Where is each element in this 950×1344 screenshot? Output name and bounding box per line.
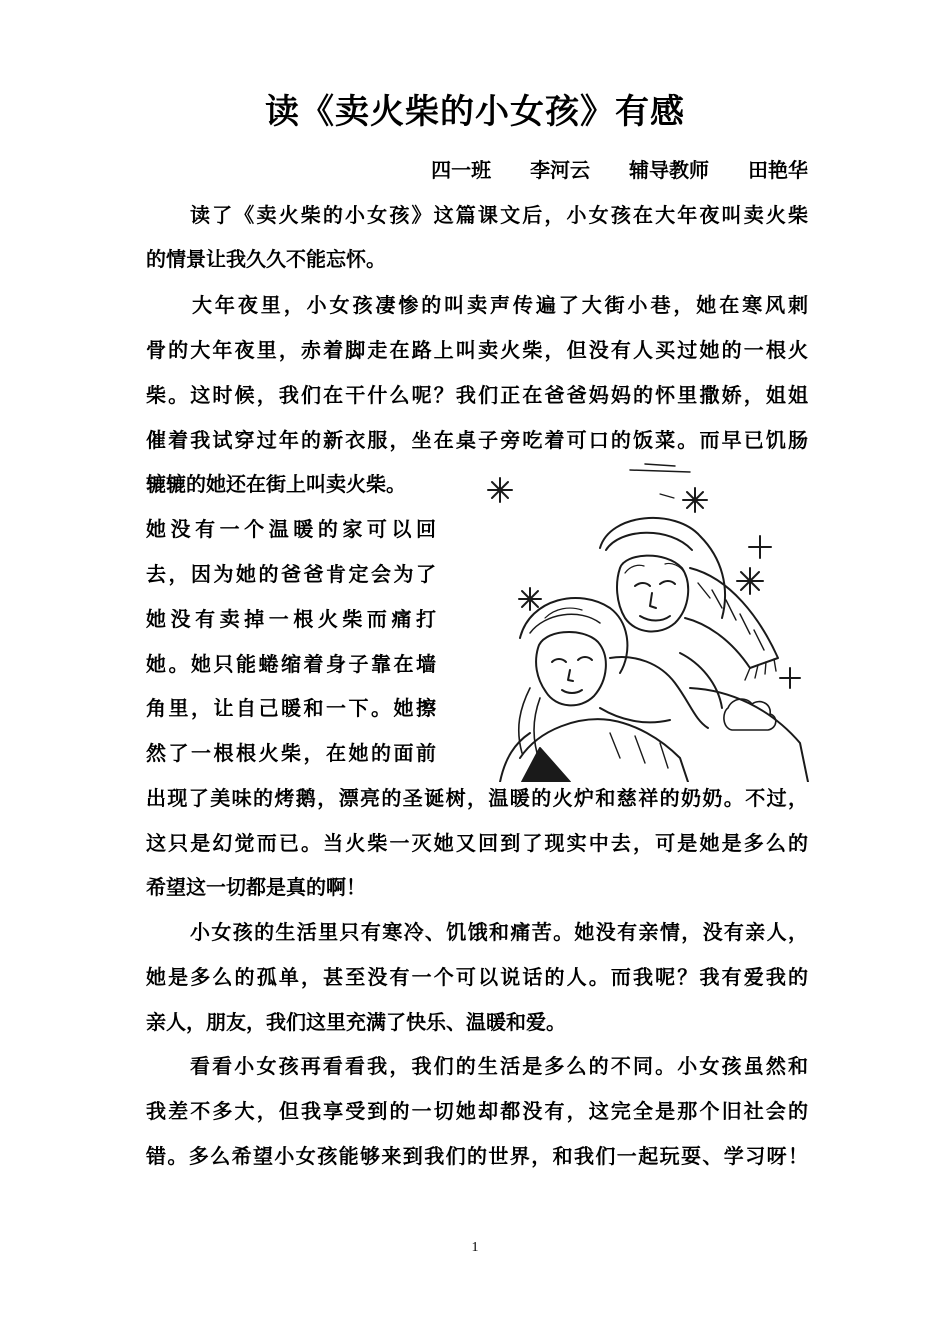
paragraph-line: 的情景让我久久不能忘怀。 xyxy=(146,247,386,271)
illustration-grandmother-and-girl xyxy=(460,458,812,782)
paragraph-line: 角里，让自己暖和一下。她擦 xyxy=(146,696,436,720)
paragraph-line: 我差不多大，但我享受到的一切她却都没有，这完全是那个旧社会的 xyxy=(146,1099,808,1123)
paragraph-line: 她没有一个温暖的家可以回 xyxy=(146,517,436,541)
paragraph-line: 看看小女孩再看看我，我们的生活是多么的不同。小女孩虽然和 xyxy=(190,1054,808,1078)
star-icon xyxy=(737,568,763,594)
paragraph-line: 骨的大年夜里，赤着脚走在路上叫卖火柴，但没有人买过她的一根火 xyxy=(146,338,808,362)
paragraph-line: 催着我试穿过年的新衣服，坐在桌子旁吃着可口的饭菜。而早已饥肠 xyxy=(146,428,808,452)
star-icon xyxy=(749,536,771,558)
paragraph-line: 亲人，朋友，我们这里充满了快乐、温暖和爱。 xyxy=(146,1010,566,1034)
star-icon xyxy=(519,588,541,610)
star-icon xyxy=(488,478,512,502)
paragraph-line: 柴。这时候，我们在干什么呢？我们正在爸爸妈妈的怀里撒娇，姐姐 xyxy=(146,383,808,407)
paragraph-line: 她没有卖掉一根火柴而痛打 xyxy=(146,607,436,631)
paragraph-line: 小女孩的生活里只有寒冷、饥饿和痛苦。她没有亲情，没有亲人， xyxy=(190,920,808,944)
byline xyxy=(431,154,808,183)
paragraph-line: 去，因为她的爸爸肯定会为了 xyxy=(146,562,436,586)
advisor-name: 田艳华 xyxy=(748,158,808,182)
paragraph-line: 这只是幻觉而已。当火柴一灭她又回到了现实中去，可是她是多么的 xyxy=(146,831,808,855)
paragraph-line: 她。她只能蜷缩着身子靠在墙 xyxy=(146,652,436,676)
class-name: 四一班 xyxy=(431,158,492,182)
paragraph-line: 辘辘的她还在街上叫卖火柴。 xyxy=(146,472,406,496)
paragraph-line: 她是多么的孤单，甚至没有一个可以说话的人。而我呢？我有爱我的 xyxy=(146,965,808,989)
student-name: 李河云 xyxy=(530,158,591,182)
paragraph-line: 希望这一切都是真的啊！ xyxy=(146,875,366,899)
paragraph-line: 读了《卖火柴的小女孩》这篇课文后，小女孩在大年夜叫卖火柴 xyxy=(190,203,808,227)
page-number: 1 xyxy=(471,1240,479,1255)
star-icon xyxy=(683,488,707,512)
document-title: 读《卖火柴的小女孩》有感 xyxy=(265,92,685,132)
paragraph-line: 出现了美味的烤鹅，漂亮的圣诞树，温暖的火炉和慈祥的奶奶。不过， xyxy=(146,786,808,810)
advisor-label: 辅导教师 xyxy=(629,158,710,182)
paragraph-line: 错。多么希望小女孩能够来到我们的世界，和我们一起玩耍、学习呀！ xyxy=(146,1144,808,1168)
star-icon xyxy=(780,668,800,688)
paragraph-line: 然了一根根火柴，在她的面前 xyxy=(146,741,436,765)
paragraph-line: 大年夜里，小女孩凄惨的叫卖声传遍了大街小巷，她在寒风刺 xyxy=(192,293,808,317)
